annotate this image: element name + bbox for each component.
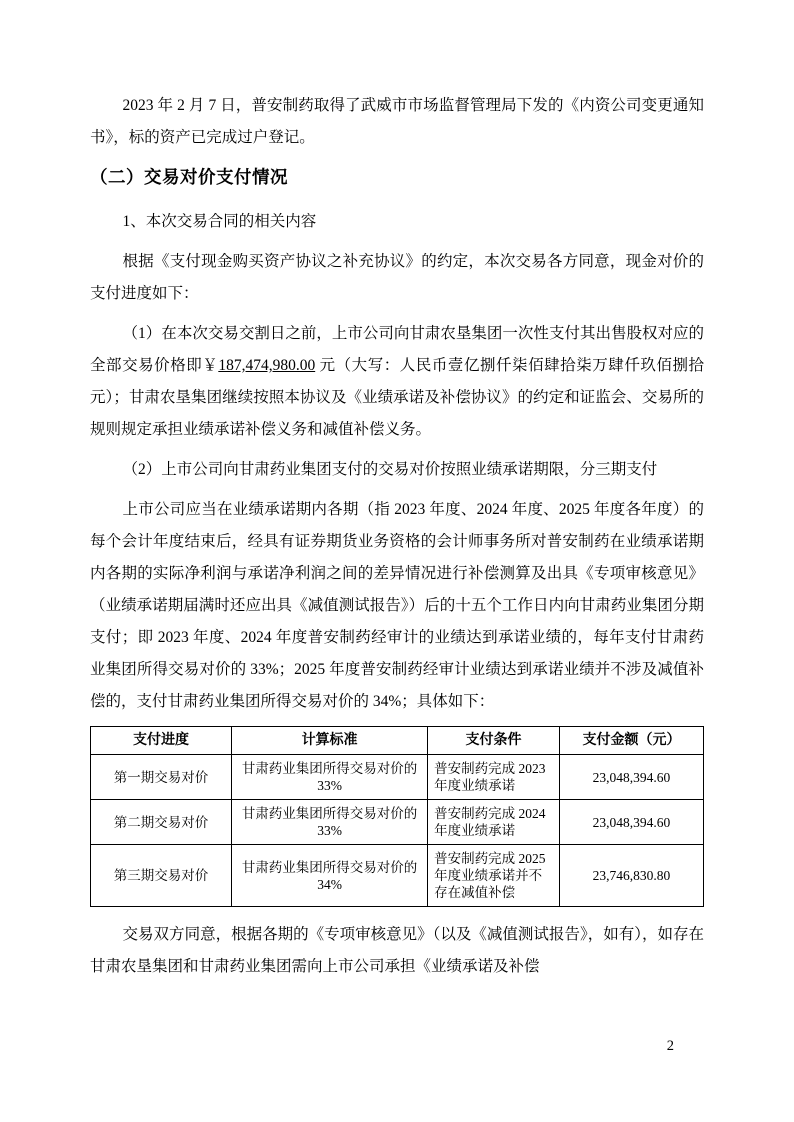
column-header-condition: 支付条件: [428, 727, 560, 755]
cell-stage-3: 第三期交易对价: [91, 845, 232, 907]
paragraph-payment-item-1-text-a: （1）在本次交易交割日之前，上市公司向甘肃农垦集团一次性支付其出售股权对应的全部交易价格即￥: [90, 325, 704, 374]
table-header-row: [91, 727, 704, 755]
cell-stage-2: 第二期交易对价: [91, 800, 232, 845]
cell-amount-3: 23,746,830.80: [559, 845, 703, 907]
cell-condition-3: 普安制药完成 2025 年度业绩承诺并不存在减值补偿: [428, 845, 560, 907]
cell-condition-1: 普安制药完成 2023 年度业绩承诺: [428, 755, 560, 800]
paragraph-payment-item-1: [90, 318, 704, 446]
page-number: 2: [666, 1038, 674, 1054]
table-row: [91, 800, 704, 845]
cell-condition-2: 普安制药完成 2024 年度业绩承诺: [428, 800, 560, 845]
cell-amount-1: 23,048,394.60: [559, 755, 703, 800]
table-row: [91, 755, 704, 800]
paragraph-payment-schedule-intro: 根据《支付现金购买资产协议之补充协议》的约定，本次交易各方同意，现金对价的支付进度如下：: [90, 253, 704, 302]
section-heading-payment: （二）交易对价支付情况: [90, 167, 288, 187]
paragraph-payment-item-2: （2）上市公司向甘肃药业集团支付的交易对价按照业绩承诺期限，分三期支付: [122, 461, 658, 478]
paragraph-performance-commitment: 上市公司应当在业绩承诺期内各期（指 2023 年度、2024 年度、2025 年度各年度）的每个会计年度结束后，经具有证券期货业务资格的会计师事务所对普安制药在业绩承诺期内各期的实际净利润与承诺净利润之间的差异情况进行补偿测算及出具《专项审核意见》（业绩承诺期届满时还应出具《减值测试报告》）后的十五个工作日内向甘肃药业集团分期支付；即 2023 年度、2024 年度普安制药经审计的业绩达到承诺业绩的，每年支付甘肃药业集团所得交易对价的 33%；2025 年度普安制药经审计业绩达到承诺业绩并不涉及减值补偿的，支付甘肃药业集团所得交易对价的 34%；具体如下：: [90, 501, 704, 710]
list-item-contract-content: 1、本次交易合同的相关内容: [122, 213, 317, 230]
cell-standard-1: 甘肃药业集团所得交易对价的 33%: [231, 755, 427, 800]
transaction-amount-figure: 187,474,980.00: [218, 357, 316, 374]
cell-stage-1: 第一期交易对价: [91, 755, 232, 800]
table-row: [91, 845, 704, 907]
payment-schedule-table: [90, 726, 704, 907]
column-header-stage: 支付进度: [91, 727, 232, 755]
cell-standard-2: 甘肃药业集团所得交易对价的 33%: [231, 800, 427, 845]
paragraph-payment-item-1-text-b: 元（大写：人民币壹亿捌仟柒佰肆拾柒万肆仟玖佰捌拾元）；甘肃农垦集团继续按照本协议及《业绩承诺及补偿协议》的约定和证监会、交易所的规则规定承担业绩承诺补偿义务和减值补偿义务。: [90, 357, 704, 438]
cell-standard-3: 甘肃药业集团所得交易对价的 34%: [231, 845, 427, 907]
paragraph-transfer-registration: 2023 年 2 月 7 日，普安制药取得了武威市市场监督管理局下发的《内资公司变更通知书》，标的资产已完成过户登记。: [90, 97, 704, 146]
paragraph-both-parties-agree: 交易双方同意，根据各期的《专项审核意见》（以及《减值测试报告》，如有），如存在甘肃农垦集团和甘肃药业集团需向上市公司承担《业绩承诺及补偿: [90, 926, 704, 975]
cell-amount-2: 23,048,394.60: [559, 800, 703, 845]
column-header-standard: 计算标准: [231, 727, 427, 755]
column-header-amount: 支付金额（元）: [559, 727, 703, 755]
